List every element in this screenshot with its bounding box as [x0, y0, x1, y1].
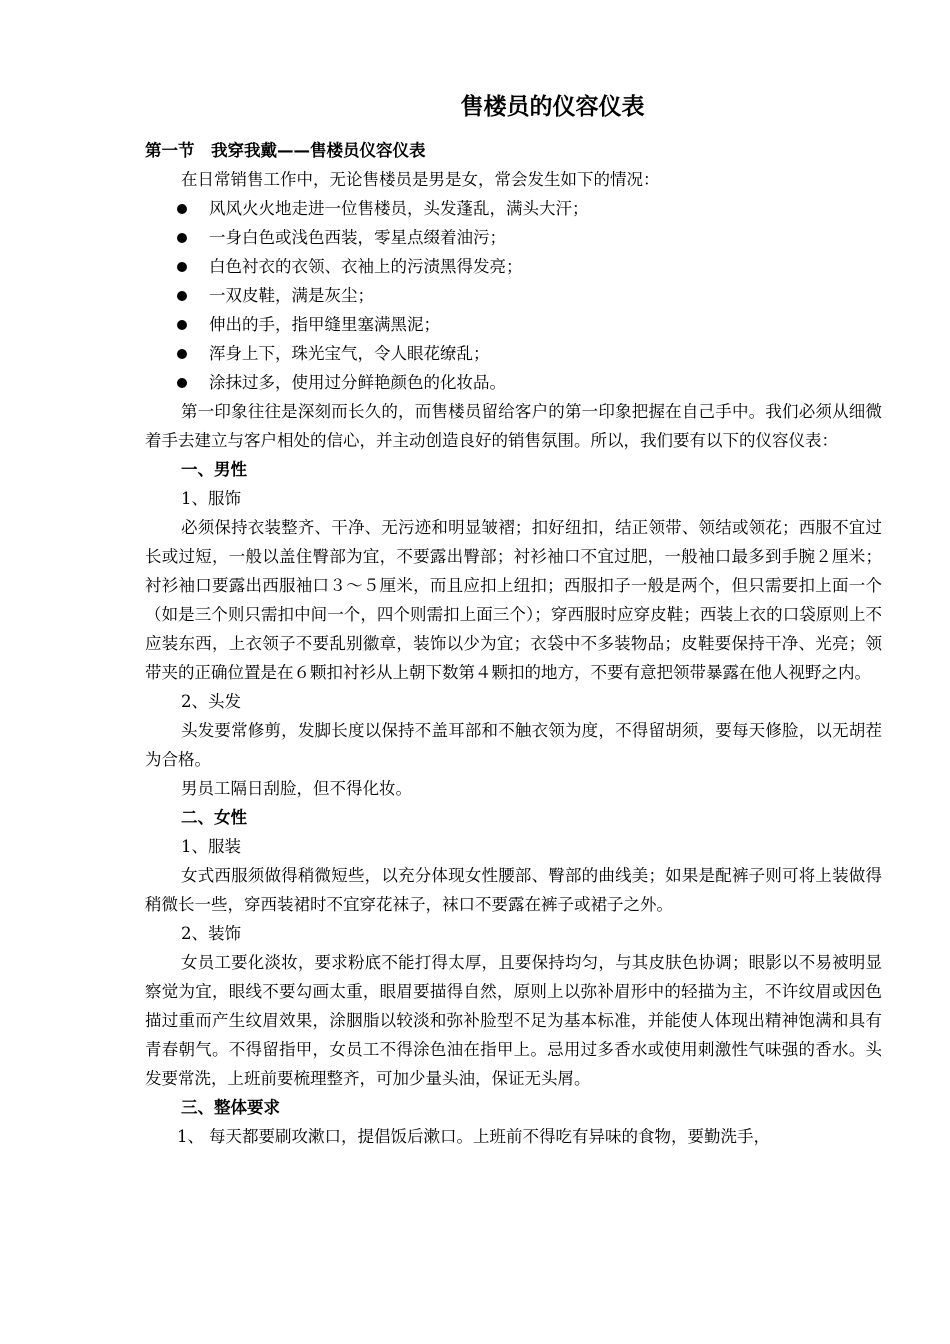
bullet-text: 浑身上下，珠光宝气，令人眼花缭乱；: [209, 344, 490, 363]
bullet-item: [145, 252, 882, 281]
bullet-item: [145, 368, 882, 397]
women-clothing-title: 1、服装: [181, 837, 241, 856]
bullet-icon: [177, 233, 187, 243]
bullet-item: [145, 310, 882, 339]
bullet-text: 风风火火地走进一位售楼员，头发蓬乱，满头大汗；: [209, 199, 589, 218]
men-hair-title: 2、头发: [181, 692, 241, 711]
first-impression-paragraph: 第一印象往往是深刻而长久的，而售楼员留给客户的第一印象把握在自己手中。我们必须从细微着手去建立与客户相处的信心，并主动创造良好的销售氛围。所以，我们要有以下的仪容仪表：: [145, 402, 882, 450]
bullet-text: 一双皮鞋，满是灰尘；: [209, 286, 374, 305]
women-decor-paragraph: 女员工要化淡妆，要求粉底不能打得太厚，且要保持均匀，与其皮肤色协调；眼影以不易被明显察觉为宜，眼线不要勾画太重，眼眉要描得自然，原则上以弥补眉形中的轻描为主，不许纹眉或因色描过重而产生纹眉效果，涂胭脂以较淡和弥补脸型不足为基本标准，并能使人体现出精神饱满和具有青春朝气。不得留指甲，女员工不得涂色油在指甲上。忌用过多香水或使用刺激性气味强的香水。头发要常洗，上班前要梳理整齐，可加少量头油，保证无头屑。: [145, 953, 882, 1088]
bullet-icon: [177, 320, 187, 330]
bullet-icon: [177, 378, 187, 388]
bullet-icon: [177, 204, 187, 214]
bullet-text: 白色衬衣的衣领、衣袖上的污渍黑得发亮；: [209, 257, 523, 276]
overall-item-1: [145, 1122, 882, 1151]
bullet-item: [145, 194, 882, 223]
men-clothing-title: 1、服饰: [181, 489, 241, 508]
men-heading: 一、男性: [181, 460, 247, 479]
bullet-list: [145, 194, 882, 397]
women-clothing-paragraph: 女式西服须做得稍微短些，以充分体现女性腰部、臀部的曲线美；如果是配裤子则可将上装做得稍微长一些，穿西装裙时不宜穿花袜子，袜口不要露在裤子或裙子之外。: [145, 866, 882, 914]
men-hair-paragraph: 头发要常修剪，发脚长度以保持不盖耳部和不触衣领为度，不得留胡须，要每天修脸，以无胡茬为合格。: [145, 721, 882, 769]
bullet-text: 一身白色或浅色西装，零星点缀着油污；: [209, 228, 506, 247]
men-clothing-paragraph: 必须保持衣装整齐、干净、无污迹和明显皱褶；扣好纽扣，结正领带、领结或领花；西服不宜过长或过短，一般以盖住臀部为宜，不要露出臀部；衬衫袖口不宜过肥，一般袖口最多到手腕２厘米；衬衫袖口要露出西服袖口３～５厘米，而且应扣上纽扣；西服扣子一般是两个，但只需要扣上面一个（如是三个则只需扣中间一个，四个则需扣上面三个）；穿西服时应穿皮鞋；西装上衣的口袋原则上不应装东西，上衣领子不要乱别徽章，装饰以少为宜；衣袋中不多装物品；皮鞋要保持干净、光亮；领带夹的正确位置是在６颗扣衬衫从上朝下数第４颗扣的地方，不要有意把领带暴露在他人视野之内。: [145, 518, 882, 682]
women-heading: 二、女性: [181, 808, 247, 827]
intro-paragraph: 在日常销售工作中，无论售楼员是男是女，常会发生如下的情况：: [181, 170, 660, 189]
women-decor-title: 2、装饰: [181, 924, 241, 943]
bullet-icon: [177, 262, 187, 272]
bullet-item: [145, 223, 882, 252]
overall-heading: 三、整体要求: [181, 1098, 280, 1117]
bullet-item: [145, 339, 882, 368]
bullet-icon: [177, 349, 187, 359]
bullet-icon: [177, 291, 187, 301]
overall-item-1-text: 每天都要刷攻漱口，提倡饭后漱口。上班前不得吃有异味的食物，要勤洗手，: [209, 1127, 770, 1146]
bullet-text: 涂抹过多，使用过分鲜艳颜色的化妆品。: [209, 373, 506, 392]
section-title: 第一节 我穿我戴——售楼员仪容仪表: [145, 141, 426, 160]
document-title: 售楼员的仪容仪表: [460, 94, 645, 120]
overall-item-1-number: 1、: [177, 1127, 204, 1146]
bullet-text: 伸出的手，指甲缝里塞满黑泥；: [209, 315, 440, 334]
men-shave-paragraph: 男员工隔日刮脸，但不得化妆。: [181, 779, 412, 798]
bullet-item: [145, 281, 882, 310]
